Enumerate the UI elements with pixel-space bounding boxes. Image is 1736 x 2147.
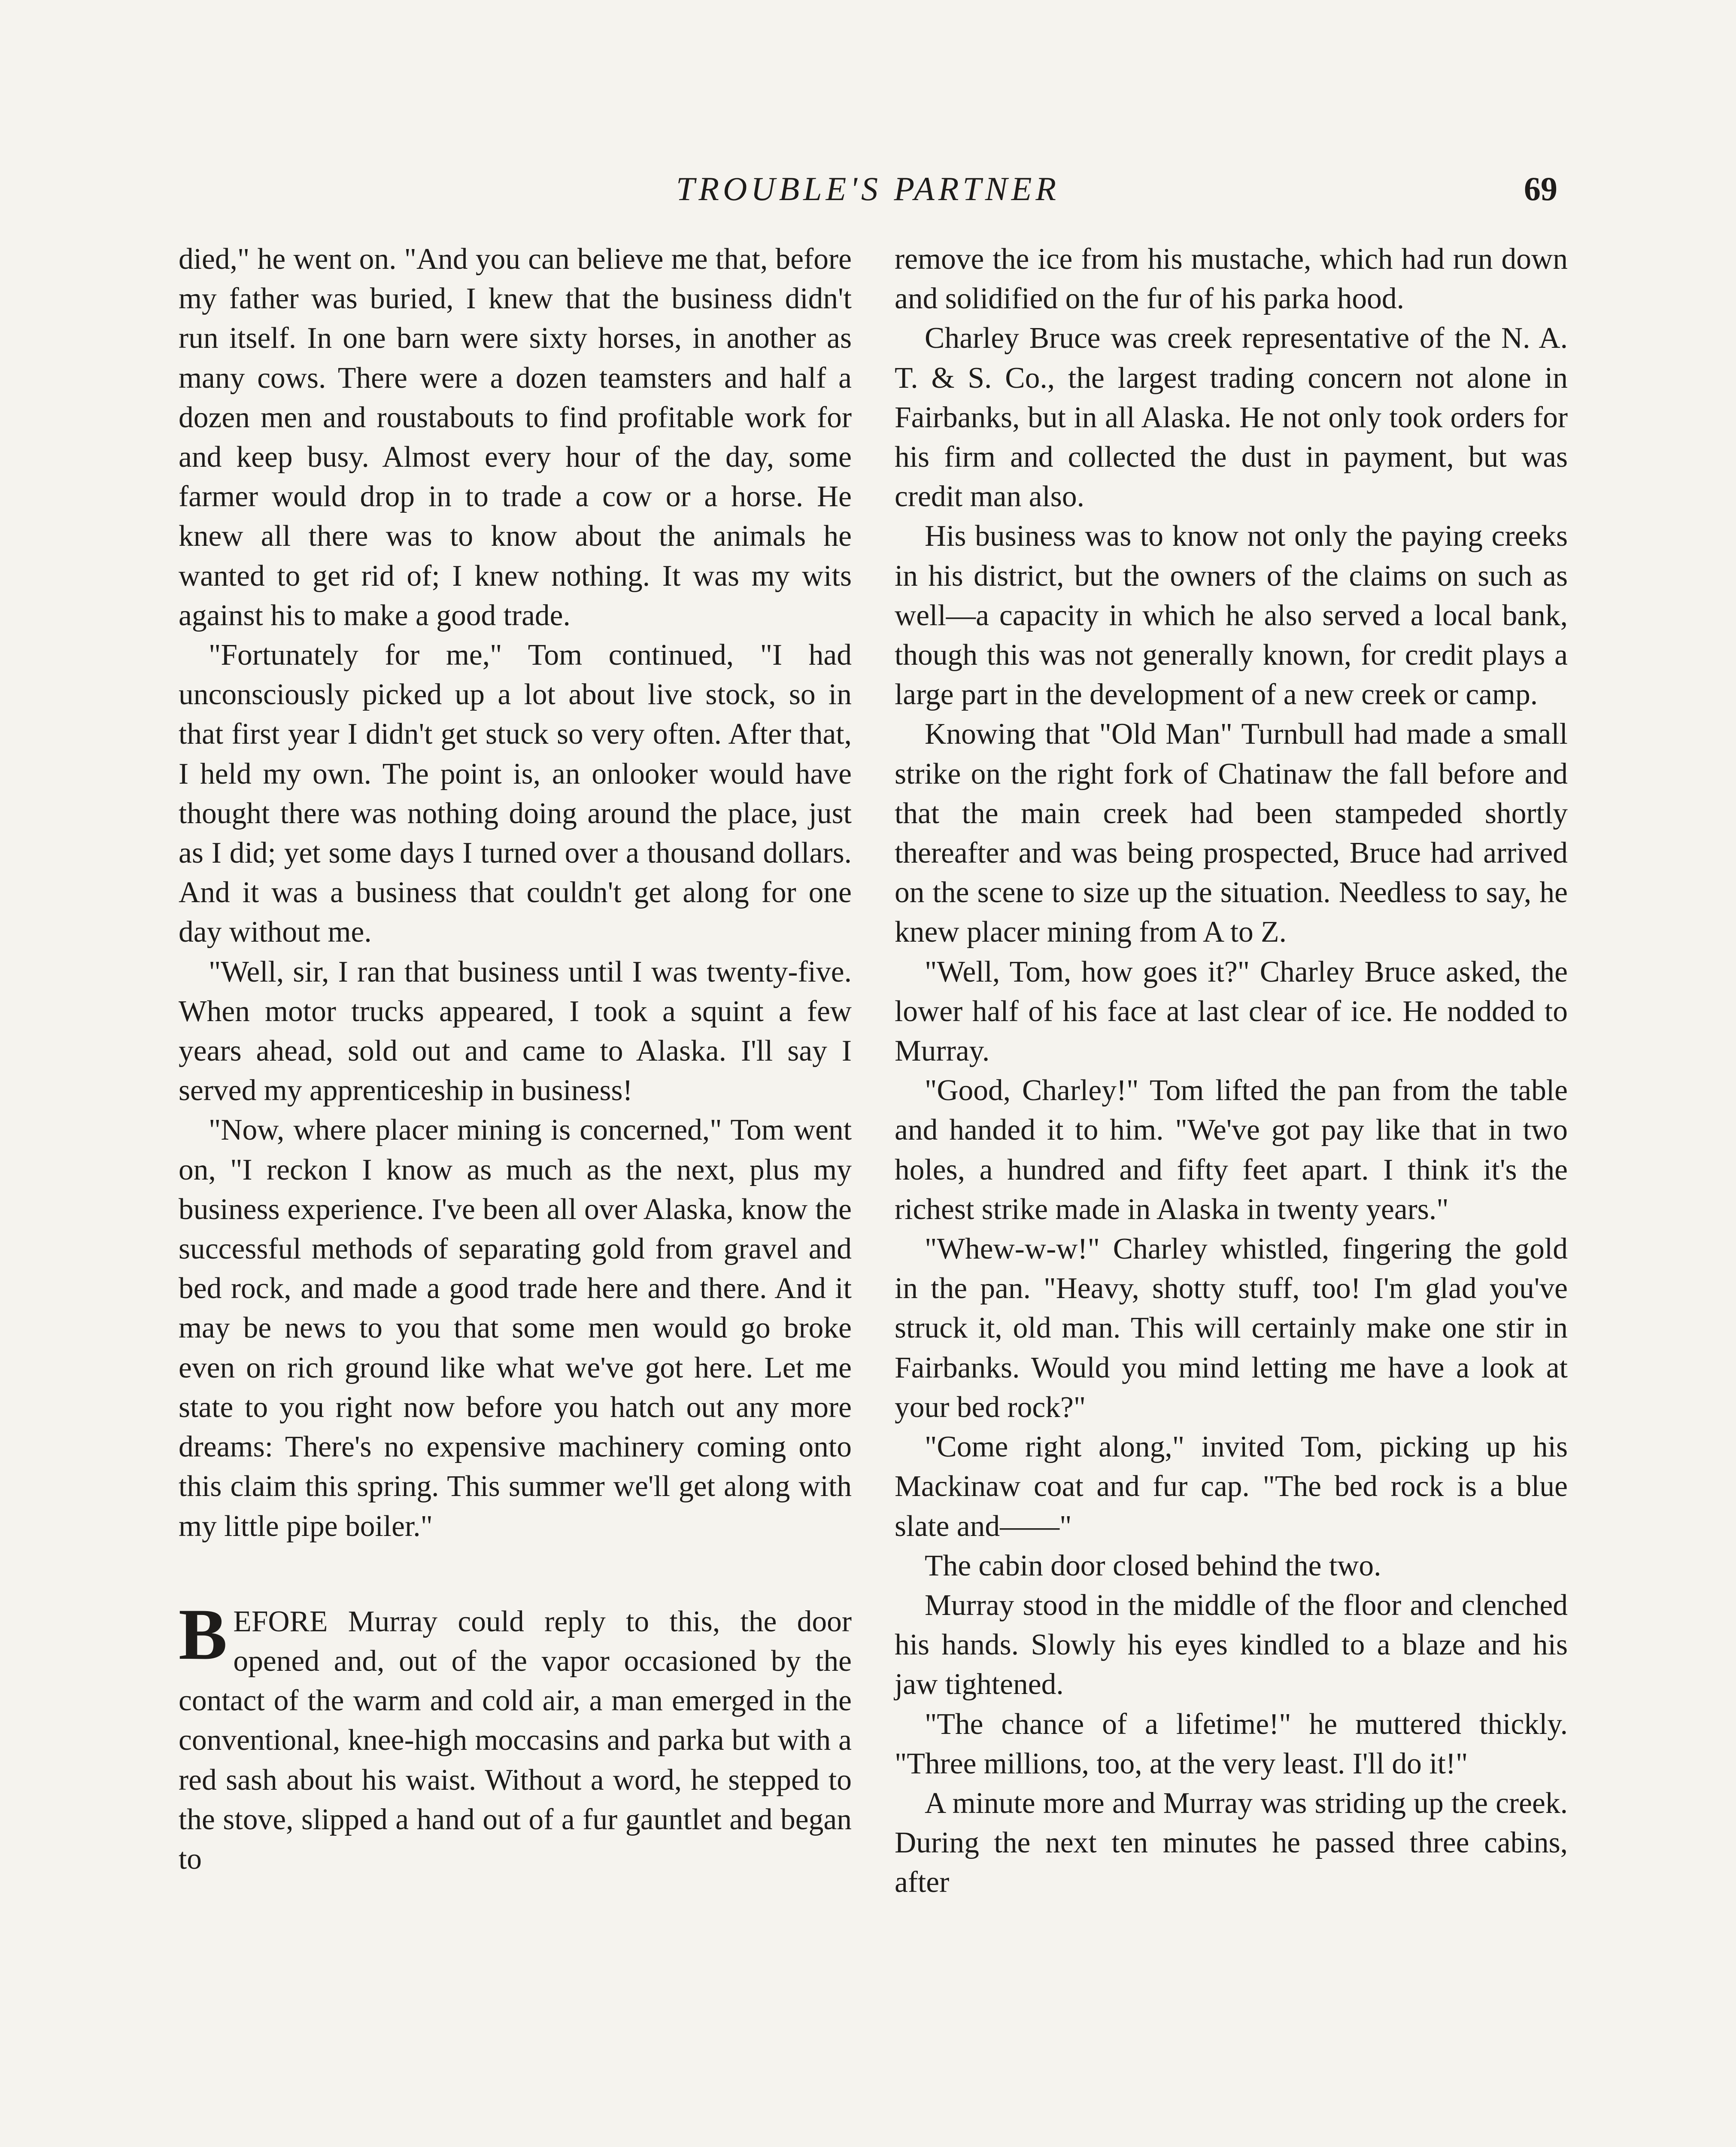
paragraph: "Well, sir, I ran that business until I was twenty-five. When motor trucks appeared, I took a squint a few years ahead, sold out and came to Alaska. I'll say I served my apprenticeship in business! (179, 955, 852, 1107)
drop-cap: B (179, 1594, 228, 1675)
paragraph: "The chance of a lifetime!" he muttered thickly. "Three millions, too, at the very least. I'll do it!" (895, 1707, 1568, 1780)
page-number: 69 (1524, 170, 1557, 207)
running-title: TROUBLE'S PARTNER (676, 170, 1060, 207)
paragraph: Knowing that "Old Man" Turnbull had made a small strike on the right fork of Chatinaw the fall before and that the main creek had been stampeded shortly thereafter and was being prospected, Bruce had arrived on the scene to size up the situation. Needless to say, he knew placer mining from A to Z. (895, 718, 1568, 949)
left-column (179, 240, 852, 1879)
right-column (895, 240, 1568, 1903)
paragraph: Charley Bruce was creek representative of the N. A. T. & S. Co., the largest trading concern not alone in Fairbanks, but in all Alaska. He not only took orders for his firm and collected the dust in payment, but was credit man also. (895, 322, 1568, 514)
paragraph: died," he went on. "And you can believe me that, before my father was buried, I knew that the business didn't run itself. In one barn were sixty horses, in another as many cows. There were a dozen teamsters and half a dozen men and roustabouts to find profitable work for and keep busy. Almost every hour of the day, some farmer would drop in to trade a cow or a horse. He knew all there was to know about the animals he wanted to get rid of; I knew nothing. It was my wits against his to make a good trade. (179, 243, 852, 632)
page-header (179, 165, 1557, 213)
paragraph: "Come right along," invited Tom, picking up his Mackinaw coat and fur cap. "The bed rock is a blue slate and——" (895, 1430, 1568, 1543)
section-paragraph (179, 1594, 852, 1879)
paragraph: "Fortunately for me," Tom continued, "I had unconsciously picked up a lot about live stock, so in that first year I didn't get stuck so very often. After that, I held my own. The point is, an onlooker would have thought there was nothing doing around the place, just as I did; yet some days I turned over a thousand dollars. And it was a business that couldn't get along for one day without me. (179, 639, 852, 949)
paragraph: His business was to know not only the paying creeks in his district, but the owners of the claims on such as well—a capacity in which he also served a local bank, though this was not generally known, for credit plays a large part in the development of a new creek or camp. (895, 520, 1568, 712)
paragraph: "Whew-w-w!" Charley whistled, fingering the gold in the pan. "Heavy, shotty stuff, too! I'm glad you've struck it, old man. This will certainly make one stir in Fairbanks. Would you mind letting me have a look at your bed rock?" (895, 1232, 1568, 1424)
paragraph: The cabin door closed behind the two. (925, 1549, 1381, 1582)
section-paragraph-text: EFORE Murray could reply to this, the door opened and, out of the vapor occasioned by the contact of the warm and cold air, a man emerged in the conventional, knee-high moccasins and parka but with a red sash about his waist. Without a word, he stepped to the stove, slipped a hand out of a fur gauntlet and began to (179, 1605, 852, 1876)
paragraph: "Well, Tom, how goes it?" Charley Bruce asked, the lower half of his face at last clear of ice. He nodded to Murray. (895, 955, 1568, 1068)
paragraph: "Now, where placer mining is concerned," Tom went on, "I reckon I know as much as the next, plus my business experience. I've been all over Alaska, know the successful methods of separating gold from gravel and bed rock, and made a good trade here and there. And it may be news to you that some men would go broke even on rich ground like what we've got here. Let me state to you right now before you hatch out any more dreams: There's no expensive machinery coming onto this claim this spring. This summer we'll get along with my little pipe boiler." (179, 1113, 852, 1543)
paragraph: remove the ice from his mustache, which had run down and solidified on the fur of his parka hood. (895, 243, 1568, 316)
paragraph: A minute more and Murray was striding up the creek. During the next ten minutes he passed three cabins, after (895, 1786, 1568, 1899)
paragraph: "Good, Charley!" Tom lifted the pan from the table and handed it to him. "We've got pay like that in two holes, a hundred and fifty feet apart. I think it's the richest strike made in Alaska in twenty years." (895, 1074, 1568, 1226)
paragraph: Murray stood in the middle of the floor and clenched his hands. Slowly his eyes kindled to a blaze and his jaw tightened. (895, 1588, 1568, 1701)
